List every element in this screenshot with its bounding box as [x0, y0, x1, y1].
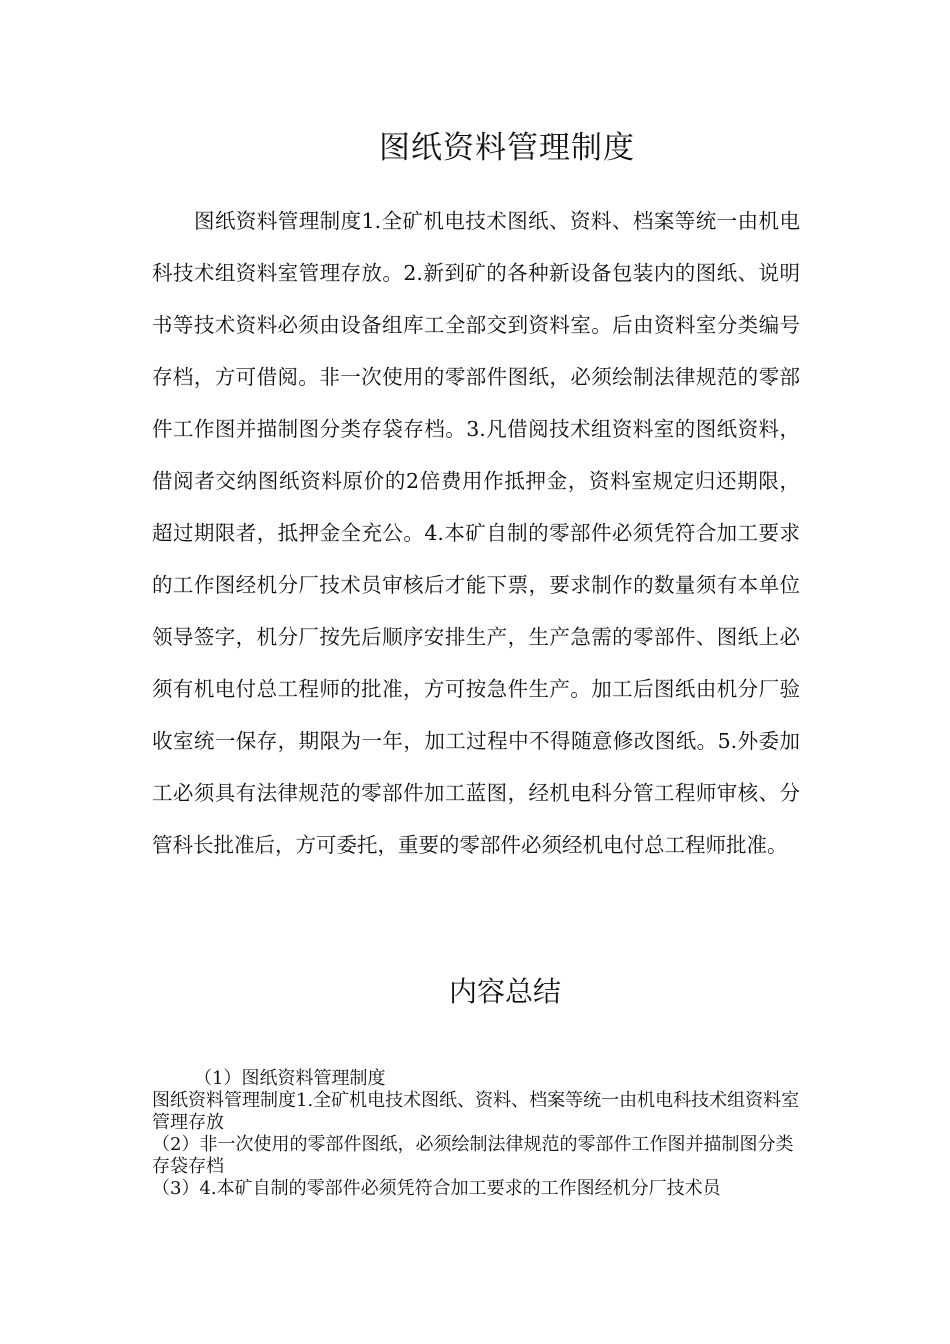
summary-title: 内容总结 — [448, 975, 561, 1008]
summary-section — [152, 1068, 800, 1200]
summary-line: （2）非一次使用的零部件图纸，必须绘制法律规范的零部件工作图并描制图分类存袋存档 — [152, 1134, 794, 1177]
summary-line: （3）4.本矿自制的零部件必须凭符合加工要求的工作图经机分厂技术员 — [152, 1178, 721, 1199]
summary-line: （1）图纸资料管理制度 — [194, 1068, 386, 1089]
document-title: 图纸资料管理制度 — [379, 130, 635, 166]
document-body: 图纸资料管理制度1.全矿机电技术图纸、资料、档案等统一由机电科技术组资料室管理存放。2.新到矿的各种新设备包装内的图纸、说明书等技术资料必须由设备组库工全部交到资料室。后由资料室分类编号存档，方可借阅。非一次使用的零部件图纸，必须绘制法律规范的零部件工作图并描制图分类存袋存档。3.凡借阅技术组资料室的图纸资料，借阅者交纳图纸资料原价的2倍费用作抵押金，资料室规定归还期限，超过期限者，抵押金全充公。4.本矿自制的零部件必须凭符合加工要求的工作图经机分厂技术员审核后才能下票，要求制作的数量须有本单位领导签字，机分厂按先后顺序安排生产，生产急需的零部件、图纸上必须有机电付总工程师的批准，方可按急件生产。加工后图纸由机分厂验收室统一保存，期限为一年，加工过程中不得随意修改图纸。5.外委加工必须具有法律规范的零部件加工蓝图，经机电科分管工程师审核、分管科长批准后，方可委托，重要的零部件必须经机电付总工程师批准。 — [152, 209, 800, 857]
summary-line: 图纸资料管理制度1.全矿机电技术图纸、资料、档案等统一由机电科技术组资料室管理存放 — [152, 1090, 800, 1133]
